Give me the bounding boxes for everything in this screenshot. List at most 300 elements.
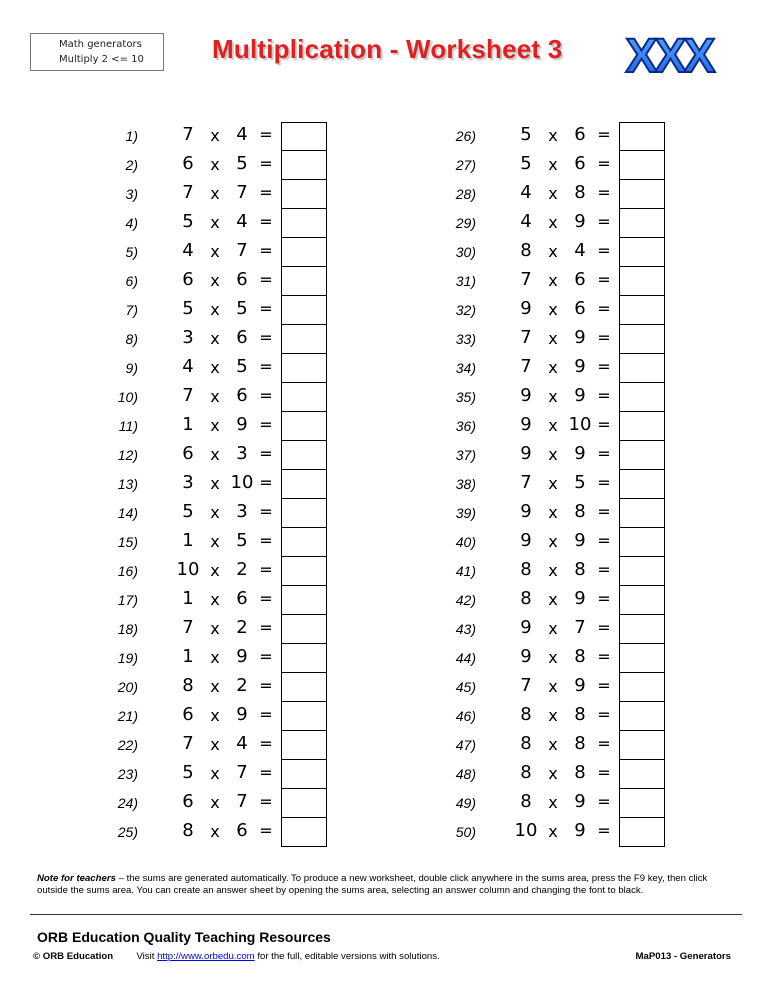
equals-sign: = bbox=[597, 502, 611, 521]
problem-number: 33) bbox=[455, 331, 476, 347]
answer-box[interactable] bbox=[619, 760, 665, 789]
problem-row bbox=[418, 528, 748, 557]
second-factor: 7 bbox=[574, 617, 586, 638]
times-sign: x bbox=[210, 474, 220, 493]
times-sign: x bbox=[548, 735, 558, 754]
first-factor: 5 bbox=[182, 211, 194, 232]
times-sign: x bbox=[210, 271, 220, 290]
first-factor: 8 bbox=[520, 240, 532, 261]
answer-box[interactable] bbox=[281, 528, 327, 557]
times-sign: x bbox=[210, 619, 220, 638]
problem-number: 34) bbox=[455, 360, 476, 376]
problem-number: 44) bbox=[455, 650, 476, 666]
first-factor: 8 bbox=[520, 762, 532, 783]
answer-box[interactable] bbox=[281, 354, 327, 383]
second-factor: 5 bbox=[236, 530, 248, 551]
problem-number: 48) bbox=[455, 766, 476, 782]
second-factor: 4 bbox=[236, 124, 248, 145]
footer-credit-line bbox=[33, 951, 440, 962]
times-sign: x bbox=[548, 706, 558, 725]
problem-number: 10) bbox=[117, 389, 138, 405]
generator-tag-line2: Multiply 2 <= 10 bbox=[59, 54, 144, 65]
second-factor: 9 bbox=[236, 704, 248, 725]
times-sign: x bbox=[548, 242, 558, 261]
problem-row bbox=[80, 383, 410, 412]
second-factor: 6 bbox=[574, 124, 586, 145]
problem-number: 3) bbox=[125, 186, 138, 202]
first-factor: 8 bbox=[182, 820, 194, 841]
equals-sign: = bbox=[597, 357, 611, 376]
problem-number: 16) bbox=[117, 563, 138, 579]
answer-box[interactable] bbox=[281, 557, 327, 586]
answer-box[interactable] bbox=[281, 615, 327, 644]
problem-number: 1) bbox=[125, 128, 138, 144]
problem-number: 30) bbox=[455, 244, 476, 260]
first-factor: 6 bbox=[182, 704, 194, 725]
equals-sign: = bbox=[597, 560, 611, 579]
times-sign: x bbox=[210, 648, 220, 667]
first-factor: 7 bbox=[182, 182, 194, 203]
xxx-logo-text: XXX bbox=[625, 30, 713, 78]
answer-box[interactable] bbox=[281, 209, 327, 238]
second-factor: 8 bbox=[574, 501, 586, 522]
problem-number: 17) bbox=[117, 592, 138, 608]
answer-box[interactable] bbox=[619, 702, 665, 731]
answer-box[interactable] bbox=[281, 644, 327, 673]
problem-row bbox=[80, 412, 410, 441]
answer-box[interactable] bbox=[619, 122, 665, 151]
equals-sign: = bbox=[597, 125, 611, 144]
first-factor: 7 bbox=[182, 733, 194, 754]
answer-box[interactable] bbox=[281, 238, 327, 267]
first-factor: 7 bbox=[520, 269, 532, 290]
times-sign: x bbox=[548, 271, 558, 290]
second-factor: 9 bbox=[574, 588, 586, 609]
equals-sign: = bbox=[597, 386, 611, 405]
equals-sign: = bbox=[259, 560, 273, 579]
equals-sign: = bbox=[597, 241, 611, 260]
first-factor: 5 bbox=[182, 762, 194, 783]
answer-box[interactable] bbox=[619, 644, 665, 673]
answer-box[interactable] bbox=[281, 586, 327, 615]
equals-sign: = bbox=[597, 270, 611, 289]
first-factor: 5 bbox=[182, 501, 194, 522]
second-factor: 3 bbox=[236, 443, 248, 464]
first-factor: 7 bbox=[520, 675, 532, 696]
times-sign: x bbox=[210, 764, 220, 783]
first-factor: 3 bbox=[182, 472, 194, 493]
answer-box[interactable] bbox=[619, 789, 665, 818]
answer-box[interactable] bbox=[281, 383, 327, 412]
problem-number: 22) bbox=[117, 737, 138, 753]
times-sign: x bbox=[210, 561, 220, 580]
problem-number: 5) bbox=[125, 244, 138, 260]
problem-row bbox=[418, 557, 748, 586]
first-factor: 5 bbox=[182, 298, 194, 319]
problem-number: 9) bbox=[125, 360, 138, 376]
footer-product-code: MaP013 - Generators bbox=[635, 951, 731, 962]
second-factor: 7 bbox=[236, 791, 248, 812]
first-factor: 7 bbox=[182, 385, 194, 406]
problem-row bbox=[80, 354, 410, 383]
problem-number: 38) bbox=[455, 476, 476, 492]
times-sign: x bbox=[548, 300, 558, 319]
second-factor: 2 bbox=[236, 675, 248, 696]
first-factor: 8 bbox=[182, 675, 194, 696]
problem-number: 39) bbox=[455, 505, 476, 521]
answer-box[interactable] bbox=[281, 441, 327, 470]
answer-box[interactable] bbox=[619, 499, 665, 528]
answer-box[interactable] bbox=[281, 267, 327, 296]
second-factor: 9 bbox=[574, 211, 586, 232]
first-factor: 5 bbox=[520, 153, 532, 174]
times-sign: x bbox=[548, 648, 558, 667]
answer-box[interactable] bbox=[619, 209, 665, 238]
second-factor: 7 bbox=[236, 182, 248, 203]
second-factor: 6 bbox=[574, 153, 586, 174]
equals-sign: = bbox=[259, 531, 273, 550]
first-factor: 4 bbox=[182, 240, 194, 261]
answer-box[interactable] bbox=[619, 325, 665, 354]
equals-sign: = bbox=[259, 821, 273, 840]
problem-row bbox=[80, 615, 410, 644]
times-sign: x bbox=[548, 764, 558, 783]
problem-row bbox=[418, 586, 748, 615]
times-sign: x bbox=[548, 387, 558, 406]
first-factor: 6 bbox=[182, 269, 194, 290]
teacher-note bbox=[37, 873, 737, 897]
problem-number: 37) bbox=[455, 447, 476, 463]
problem-number: 7) bbox=[125, 302, 138, 318]
problem-row bbox=[418, 325, 748, 354]
problem-number: 12) bbox=[117, 447, 138, 463]
times-sign: x bbox=[210, 677, 220, 696]
times-sign: x bbox=[210, 590, 220, 609]
problem-number: 4) bbox=[125, 215, 138, 231]
second-factor: 2 bbox=[236, 617, 248, 638]
problem-row bbox=[80, 122, 410, 151]
equals-sign: = bbox=[597, 415, 611, 434]
first-factor: 9 bbox=[520, 385, 532, 406]
first-factor: 7 bbox=[182, 617, 194, 638]
second-factor: 8 bbox=[574, 733, 586, 754]
problem-row bbox=[418, 180, 748, 209]
answer-box[interactable] bbox=[281, 470, 327, 499]
second-factor: 10 bbox=[230, 472, 254, 493]
answer-box[interactable] bbox=[619, 238, 665, 267]
answer-box[interactable] bbox=[619, 586, 665, 615]
problem-row bbox=[418, 470, 748, 499]
problem-row bbox=[418, 209, 748, 238]
problem-row bbox=[418, 383, 748, 412]
problem-number: 36) bbox=[455, 418, 476, 434]
times-sign: x bbox=[210, 735, 220, 754]
problem-row bbox=[80, 731, 410, 760]
times-sign: x bbox=[210, 706, 220, 725]
answer-box[interactable] bbox=[619, 296, 665, 325]
first-factor: 1 bbox=[182, 414, 194, 435]
problem-number: 29) bbox=[455, 215, 476, 231]
times-sign: x bbox=[548, 590, 558, 609]
second-factor: 5 bbox=[236, 356, 248, 377]
equals-sign: = bbox=[259, 734, 273, 753]
times-sign: x bbox=[210, 793, 220, 812]
footer-divider bbox=[30, 914, 742, 915]
problem-number: 35) bbox=[455, 389, 476, 405]
second-factor: 9 bbox=[236, 646, 248, 667]
first-factor: 4 bbox=[520, 182, 532, 203]
first-factor: 6 bbox=[182, 153, 194, 174]
first-factor: 4 bbox=[182, 356, 194, 377]
second-factor: 9 bbox=[574, 530, 586, 551]
times-sign: x bbox=[548, 126, 558, 145]
equals-sign: = bbox=[597, 299, 611, 318]
times-sign: x bbox=[548, 416, 558, 435]
problem-row bbox=[418, 615, 748, 644]
equals-sign: = bbox=[259, 502, 273, 521]
times-sign: x bbox=[548, 329, 558, 348]
first-factor: 9 bbox=[520, 646, 532, 667]
answer-box[interactable] bbox=[619, 267, 665, 296]
problem-number: 20) bbox=[117, 679, 138, 695]
problem-number: 14) bbox=[117, 505, 138, 521]
first-factor: 7 bbox=[520, 356, 532, 377]
second-factor: 8 bbox=[574, 182, 586, 203]
problem-row bbox=[418, 412, 748, 441]
problem-number: 43) bbox=[455, 621, 476, 637]
second-factor: 4 bbox=[574, 240, 586, 261]
answer-box[interactable] bbox=[619, 673, 665, 702]
footer-visit-prefix: Visit bbox=[136, 951, 158, 962]
first-factor: 1 bbox=[182, 646, 194, 667]
times-sign: x bbox=[548, 184, 558, 203]
problem-row bbox=[80, 528, 410, 557]
times-sign: x bbox=[210, 242, 220, 261]
times-sign: x bbox=[210, 822, 220, 841]
equals-sign: = bbox=[597, 154, 611, 173]
equals-sign: = bbox=[597, 763, 611, 782]
answer-box[interactable] bbox=[619, 557, 665, 586]
answer-box[interactable] bbox=[619, 151, 665, 180]
footer-copyright: © ORB Education bbox=[33, 951, 114, 962]
answer-box[interactable] bbox=[281, 731, 327, 760]
answer-box[interactable] bbox=[281, 818, 327, 847]
second-factor: 7 bbox=[236, 240, 248, 261]
times-sign: x bbox=[548, 474, 558, 493]
equals-sign: = bbox=[597, 531, 611, 550]
answer-box[interactable] bbox=[619, 528, 665, 557]
first-factor: 7 bbox=[182, 124, 194, 145]
equals-sign: = bbox=[259, 676, 273, 695]
problem-number: 41) bbox=[455, 563, 476, 579]
equals-sign: = bbox=[597, 647, 611, 666]
problem-number: 19) bbox=[117, 650, 138, 666]
first-factor: 5 bbox=[520, 124, 532, 145]
problem-column-right bbox=[418, 122, 748, 847]
second-factor: 6 bbox=[236, 327, 248, 348]
times-sign: x bbox=[210, 358, 220, 377]
times-sign: x bbox=[210, 503, 220, 522]
times-sign: x bbox=[548, 793, 558, 812]
answer-box[interactable] bbox=[281, 702, 327, 731]
times-sign: x bbox=[548, 677, 558, 696]
second-factor: 10 bbox=[568, 414, 592, 435]
equals-sign: = bbox=[259, 357, 273, 376]
problem-number: 24) bbox=[117, 795, 138, 811]
problem-number: 31) bbox=[455, 273, 476, 289]
answer-box[interactable] bbox=[281, 760, 327, 789]
problem-row bbox=[418, 499, 748, 528]
footer-website-link[interactable]: http://www.orbedu.com bbox=[157, 951, 255, 962]
problem-row bbox=[80, 818, 410, 847]
answer-box[interactable] bbox=[619, 354, 665, 383]
times-sign: x bbox=[210, 213, 220, 232]
problem-row bbox=[80, 789, 410, 818]
first-factor: 4 bbox=[520, 211, 532, 232]
problem-row bbox=[80, 267, 410, 296]
answer-box[interactable] bbox=[281, 325, 327, 354]
problem-row bbox=[80, 209, 410, 238]
equals-sign: = bbox=[597, 792, 611, 811]
problem-row bbox=[418, 354, 748, 383]
answer-box[interactable] bbox=[281, 180, 327, 209]
answer-box[interactable] bbox=[619, 615, 665, 644]
problem-row bbox=[80, 238, 410, 267]
equals-sign: = bbox=[259, 589, 273, 608]
problem-row bbox=[80, 151, 410, 180]
answer-box[interactable] bbox=[619, 412, 665, 441]
first-factor: 3 bbox=[182, 327, 194, 348]
second-factor: 8 bbox=[574, 559, 586, 580]
answer-box[interactable] bbox=[281, 122, 327, 151]
times-sign: x bbox=[548, 532, 558, 551]
times-sign: x bbox=[210, 184, 220, 203]
equals-sign: = bbox=[259, 154, 273, 173]
equals-sign: = bbox=[259, 763, 273, 782]
problem-row bbox=[80, 325, 410, 354]
problem-row bbox=[80, 586, 410, 615]
answer-box[interactable] bbox=[281, 789, 327, 818]
equals-sign: = bbox=[597, 589, 611, 608]
equals-sign: = bbox=[597, 821, 611, 840]
second-factor: 9 bbox=[574, 356, 586, 377]
first-factor: 10 bbox=[176, 559, 200, 580]
problem-row bbox=[418, 238, 748, 267]
problem-number: 27) bbox=[455, 157, 476, 173]
problem-number: 18) bbox=[117, 621, 138, 637]
first-factor: 9 bbox=[520, 443, 532, 464]
problem-row bbox=[418, 731, 748, 760]
first-factor: 7 bbox=[520, 472, 532, 493]
second-factor: 9 bbox=[574, 443, 586, 464]
equals-sign: = bbox=[597, 473, 611, 492]
problem-number: 50) bbox=[455, 824, 476, 840]
problem-number: 21) bbox=[117, 708, 138, 724]
second-factor: 5 bbox=[236, 298, 248, 319]
problem-row bbox=[418, 673, 748, 702]
equals-sign: = bbox=[597, 705, 611, 724]
problem-row bbox=[80, 499, 410, 528]
problem-number: 11) bbox=[118, 418, 138, 434]
problem-number: 49) bbox=[455, 795, 476, 811]
times-sign: x bbox=[548, 358, 558, 377]
equals-sign: = bbox=[597, 183, 611, 202]
second-factor: 5 bbox=[236, 153, 248, 174]
equals-sign: = bbox=[259, 647, 273, 666]
first-factor: 8 bbox=[520, 733, 532, 754]
equals-sign: = bbox=[259, 415, 273, 434]
answer-box[interactable] bbox=[619, 383, 665, 412]
problem-number: 13) bbox=[117, 476, 138, 492]
problem-row bbox=[418, 644, 748, 673]
second-factor: 4 bbox=[236, 211, 248, 232]
answer-box[interactable] bbox=[281, 151, 327, 180]
worksheet-title: Multiplication - Worksheet 3 bbox=[212, 34, 563, 64]
first-factor: 9 bbox=[520, 298, 532, 319]
equals-sign: = bbox=[259, 212, 273, 231]
equals-sign: = bbox=[259, 792, 273, 811]
answer-box[interactable] bbox=[281, 296, 327, 325]
equals-sign: = bbox=[259, 473, 273, 492]
times-sign: x bbox=[210, 416, 220, 435]
equals-sign: = bbox=[259, 618, 273, 637]
problem-row bbox=[80, 673, 410, 702]
problem-number: 28) bbox=[455, 186, 476, 202]
times-sign: x bbox=[210, 329, 220, 348]
answer-box[interactable] bbox=[619, 441, 665, 470]
problem-row bbox=[80, 441, 410, 470]
problem-row bbox=[80, 702, 410, 731]
footer-title: ORB Education Quality Teaching Resources bbox=[37, 929, 331, 945]
answer-box[interactable] bbox=[619, 818, 665, 847]
xxx-logo-icon bbox=[610, 30, 728, 78]
second-factor: 6 bbox=[574, 269, 586, 290]
problem-row bbox=[80, 296, 410, 325]
equals-sign: = bbox=[597, 734, 611, 753]
equals-sign: = bbox=[259, 299, 273, 318]
problem-number: 15) bbox=[117, 534, 138, 550]
first-factor: 9 bbox=[520, 617, 532, 638]
equals-sign: = bbox=[259, 328, 273, 347]
problem-number: 47) bbox=[455, 737, 476, 753]
problem-row bbox=[80, 180, 410, 209]
times-sign: x bbox=[210, 126, 220, 145]
equals-sign: = bbox=[259, 241, 273, 260]
problem-number: 26) bbox=[455, 128, 476, 144]
times-sign: x bbox=[548, 503, 558, 522]
times-sign: x bbox=[210, 445, 220, 464]
answer-box[interactable] bbox=[619, 180, 665, 209]
answer-box[interactable] bbox=[619, 470, 665, 499]
answer-box[interactable] bbox=[619, 731, 665, 760]
times-sign: x bbox=[210, 532, 220, 551]
equals-sign: = bbox=[597, 676, 611, 695]
problem-row bbox=[80, 644, 410, 673]
answer-box[interactable] bbox=[281, 673, 327, 702]
answer-box[interactable] bbox=[281, 499, 327, 528]
generator-tag-box bbox=[30, 33, 164, 71]
second-factor: 8 bbox=[574, 704, 586, 725]
second-factor: 7 bbox=[236, 762, 248, 783]
problem-number: 46) bbox=[455, 708, 476, 724]
second-factor: 9 bbox=[236, 414, 248, 435]
problem-row bbox=[418, 702, 748, 731]
equals-sign: = bbox=[597, 328, 611, 347]
first-factor: 1 bbox=[182, 588, 194, 609]
answer-box[interactable] bbox=[281, 412, 327, 441]
teacher-note-text: – the sums are generated automatically. To produce a new worksheet, double click anywhere in the sums area, press the F9 key, then click outside the sums area. You can create an answer sheet by opening the sums area, selecting an answer column and changing the font to black. bbox=[37, 873, 708, 896]
times-sign: x bbox=[548, 822, 558, 841]
